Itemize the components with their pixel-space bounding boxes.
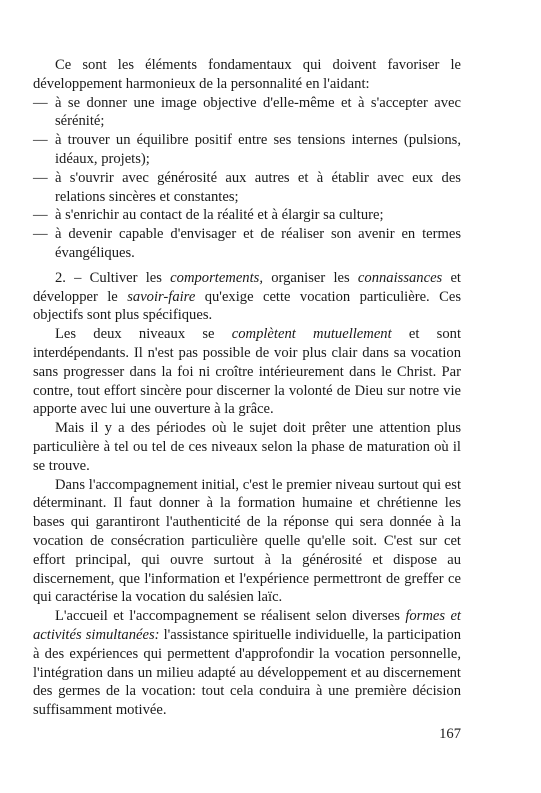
objectives-list <box>33 94 461 263</box>
emphasis-savoir-faire: savoir-faire <box>127 288 196 305</box>
text-run: et sont interdépendants. Il n'est pas possible de voir plus clair dans sa vocation sans progresser dans la foi ni croître intérieurement dans le Christ. Par contre, tout effort sincère pour discerner la volonté de Dieu sur notre vie apporte avec lui une ouverture à la grâce. <box>33 326 461 418</box>
levels-paragraph <box>33 325 461 419</box>
list-item-text: à trouver un équilibre positif entre ses tensions internes (pulsions, idéaux, projets); <box>55 132 461 167</box>
dash-marker: — <box>33 169 48 186</box>
text-run: Les deux niveaux se <box>55 326 232 343</box>
list-item <box>33 169 461 207</box>
emphasis-comportements: comportements, <box>170 269 263 286</box>
text-run: L'accueil et l'accompagnement se réalisent selon diverses <box>55 608 406 625</box>
text-run: 2. – Cultiver les <box>55 269 171 286</box>
dash-marker: — <box>33 132 48 149</box>
intro-paragraph: Ce sont les éléments fondamentaux qui doivent favoriser le développement harmonieux de la personnalité en l'aidant: <box>33 57 461 92</box>
list-item-text: à se donner une image objective d'elle-même et à s'accepter avec sérénité; <box>55 94 461 130</box>
text-run: qu'exige cette vocation particulière. Ces objectifs sont plus spécifiques. <box>33 288 462 324</box>
list-item <box>33 131 461 169</box>
page-body <box>33 56 461 720</box>
section-2-paragraph <box>33 269 461 325</box>
text-run: organiser les <box>263 269 358 286</box>
accueil-paragraph <box>33 607 461 720</box>
dash-marker: — <box>33 94 48 111</box>
emphasis-mutuellement: complètent mutuellement <box>231 326 392 343</box>
emphasis-connaissances: connaissances <box>357 269 443 286</box>
periods-paragraph: Mais il y a des périodes où le sujet doit prêter une attention plus particulière à tel ou tel de ces niveaux selon la phase de maturation où il se trouve. <box>33 420 461 474</box>
list-item-text: à devenir capable d'envisager et de réaliser son avenir en termes évangéliques. <box>55 226 461 261</box>
list-item <box>33 94 461 132</box>
list-item <box>33 206 461 225</box>
initial-paragraph: Dans l'accompagnement initial, c'est le premier niveau surtout qui est déterminant. Il faut donner à la formation humaine et chrétienne les bases qui garantiront l'authenticité de la réponse qui sera donnée à la vocation de consécration particulière quelle qu'elle soit. C'est sur cet effort principal, qui ouvre surtout à la générosité et dispose au discernement, que l'information et l'expérience permettront de greffer ce qui caractérise la vocation du salésien laïc. <box>33 476 461 606</box>
page-number: 167 <box>439 726 461 742</box>
emphasis-formes: formes et activités simultanées: <box>33 608 461 643</box>
list-item-text: à s'enrichir au contact de la réalité et à élargir sa culture; <box>55 207 384 224</box>
dash-marker: — <box>33 226 48 243</box>
list-item <box>33 225 461 263</box>
dash-marker: — <box>33 207 48 224</box>
list-item-text: à s'ouvrir avec générosité aux autres et à établir avec eux des relations sincères et constantes; <box>55 169 461 205</box>
text-run: l'assistance spirituelle individuelle, la participation à des expériences qui permettent d'approfondir la vocation personnelle, l'intégration dans un milieu adapté au développement et au discernement des germes de la vocation: tout cela conduira à une première décision suffisamment motivée. <box>33 626 461 719</box>
text-run: et développer le <box>33 269 461 305</box>
